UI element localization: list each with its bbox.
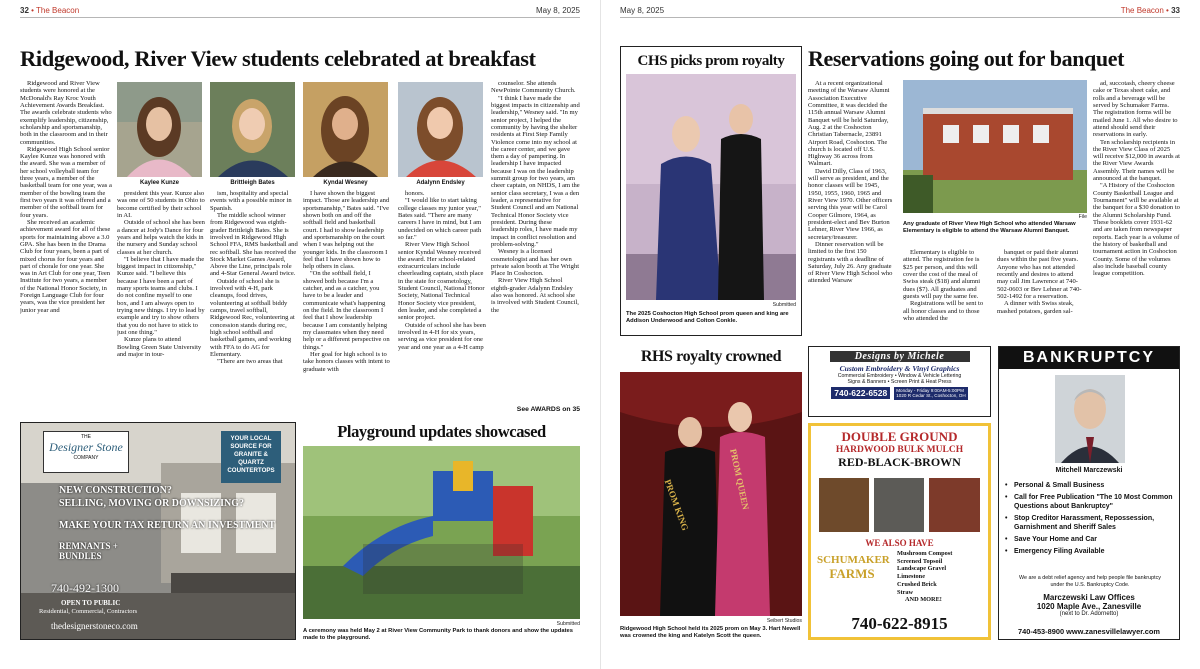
rhs-prom-caption: Ridgewood High School held its 2025 prom on May 3. Hart Newell was crowned the king and Katelyn Scott the queen.: [620, 626, 801, 639]
rhs-prom-credit: Seibert Studios: [766, 618, 802, 624]
playground-caption: A ceremony was held May 2 at River View Community Park to thank donors and show the updates made to the playground.: [303, 628, 573, 641]
portrait-name-4: Adalynn Endsley: [416, 180, 465, 186]
stone-phone[interactable]: 740-492-1300: [51, 581, 119, 595]
chs-prom-credit: Submitted: [772, 302, 796, 308]
stone-logo: THE Designer Stone COMPANY: [43, 431, 129, 473]
firm-phone[interactable]: 740-453-8900: [1018, 627, 1065, 636]
reservations-column-4: ad, succotash, cheery cheese cake or Texas sheet cake, and rolls and a beverage will be served by Schumaker Farms. The registration forms will be mailed June 1. All who desire to attend should send their reservations in early. Ten scholarship recipients in the River View Class of 2025 will receive $12,000 in awards at the River View Awards Assembly. Their names will be announced at the banquet. "A History of the Coshocton County Basketball League and Tournament" will be available at the banquet for a $30 donation to the Alumni Scholarship Fund. These booklets cover 1931-62 and are taken from newspaper reports. Each year is a volume of the history of basketball and tournament action in Coshocton County. Some of the volumes also include baseball county league competition.: [1093, 80, 1180, 278]
stone-line-2: SELLING, MOVING OR DOWNSIZING?: [59, 498, 245, 509]
stone-line-3: MAKE YOUR TAX RETURN AN INVESTMENT: [59, 520, 276, 531]
breakfast-column-2: president this year. Kunze also was one of 50 students in Ohio to become certified by their school in AI. Outside of school she has been a dancer at Jody's Dance for four years and helps watch the kids in the nursery and Sunday school classes at her church. "I believe that I have made the biggest impact in citizenship," Kunze said. "I believe this because I have been a part of many sports teams and clubs. I do not confine myself to one box, and I am always open to trying new things. I try to lead by example and try to show others that you do not have to stick to just one thing." Kunze plans to attend Bowling Green State University and major in tour-: [117, 190, 205, 358]
right-page-number: 33: [1171, 6, 1180, 15]
chs-prom-photo: [626, 74, 796, 300]
stone-line-4: REMNANTS + BUNDLES: [59, 541, 118, 561]
left-section-name: • The Beacon: [31, 6, 80, 15]
schumaker-logo: SCHUMAKER FARMS: [817, 554, 890, 581]
breakfast-column-4: I have shown the biggest impact. Those are leadership and sportsmanship," Bates said. "I've shown both on and off the softball field and basketball court. I had to show leadership and sportsmanship on the court when I was helping out the younger kids. In the classroom I feel that I have shown how to help others in class. "On the softball field, I showed both because I'm a catcher, and as a catcher, you have to be a leader and communicate what's happening on the field. In the classroom I feel that I show leadership because I am constantly helping my classmates when they need help or a different perspective on things." Her goal for high school is to take honors classes with intent to graduate with: [303, 190, 390, 373]
prom-king-sash: PROM KING: [662, 478, 691, 532]
left-page-number: 32: [20, 6, 29, 15]
reservations-photo: [903, 80, 1087, 213]
firm-next: (next to Dr. Adornetto): [1059, 611, 1119, 617]
designs-sub: Custom Embroidery & Vinyl Graphics: [839, 364, 960, 373]
designs-by-michele-ad[interactable]: [808, 346, 991, 417]
reservations-photo-caption: Any graduate of River View High School who attended Warsaw Elementary is eligible to attend the Warsaw Alumni Banquet.: [903, 221, 1076, 234]
mulch-line-2: HARDWOOD BULK MULCH: [835, 445, 964, 455]
right-section-name: The Beacon •: [1120, 6, 1169, 15]
left-folio: [20, 4, 580, 18]
designs-services-2: Signs & Banners • Screen Print & Heat Press: [847, 379, 952, 385]
breakfast-column-6: counselor. She attends NewPointe Community Church. "I think I have made the biggest impacts in citizenship and leadership," Wesney said. "In my senior project, I helped the community by having the shelter residents at First Step Family Violence come into my school at the career center, and we gave them a day of pampering. In leadership I have impacted because I was on the leadership summit group for two years, am cheer captain, on NHDS, I am the senior class secretary, I was a den leader, a representative for Student Council and am National Technical Honor Society vice president. During these leadership roles, I have made my impact in conflict resolution and problem-solving." Wesney is a licensed cosmetologist and has her own private salon booth at The Wright Place In Coshocton. River View High School eighth-grader Adalynn Endsley also was honored. At school she is involved with Student Council, the: [491, 80, 580, 314]
reservations-column-2: Elementary is eligible to attend. The registration fee is $25 per person, and this will cover the cost of the meal of Swiss steak ($18) and alumni dues ($7). All graduates and guests will pay the same fee. Registrations will be sent to all honor classes and to those who attended the: [903, 249, 984, 322]
breakfast-column-1: Ridgewood and River View students were honored at the McDonald's Ray Kroc Youth Achievement Awards Breakfast. The awards celebrate students who exemplify leadership, citizenship, scholarship and sportsmanship, both in the classroom and in their communities. Ridgewood High School senior Kaylee Kunze was honored with the award. She was a member of her school volleyball team for three years, a member of the basketball team for one year, was a member of the bowling team the first two years it was offered and a member of the softball team for four years. She received an academic achievement award for all of these sports for maintaining above a 3.0 GPA. She has been in the Drama Club for four years, been a part of mixed chorus for four years and part of chorale for one year. She was in Art Club for one year, Teen Institute for two years, a member of the National Honor Society, in Foreign Language Club for four years, was the vice president her junior year and: [20, 80, 112, 314]
designs-hours: Monday - Friday 9:00AM-5:00PM: [896, 388, 964, 393]
designs-logo: Designs by Michele: [830, 351, 970, 362]
bankruptcy-bullets: • Personal & Small Business • Call for Free Publication "The 10 Most Common Questions about Bankruptcy" • Stop Creditor Harassment, Repossession, Garnishment and Sheriff Sales • Save Your Home and Car • Emergency Filing Available: [1005, 482, 1173, 555]
portrait-name-1: Kaylee Kunze: [139, 180, 179, 186]
breakfast-column-5: honors. "I would like to start taking college classes my junior year," Bates said. "There are many careers I have in mind, but I am undecided on which career path so far." River View High School senior Kyndal Wesney received the award. Her school-related extracurriculars include cheerleading captain, sixth place in the state for cosmetology, Student Council, National Honor Society, National Technical Honor Society vice president, den leader, and she completed a senior project. Outside of school she has been involved in 4-H for six years, serving as vice president for one year and one year as a 4-H camp: [398, 190, 486, 351]
rhs-prom-photo: [620, 372, 802, 616]
mulch-line-3: RED-BLACK-BROWN: [838, 455, 961, 469]
right-folio: [620, 4, 1180, 18]
mulch-items: Mushroom Compost Screened Topsoil Landscape Gravel Limestone Crushed Brick Straw AND MORE!: [897, 550, 953, 604]
portrait-adalynn-endsley: [398, 82, 483, 177]
mulch-also: WE ALSO HAVE: [865, 538, 934, 548]
schumaker-mulch-ad[interactable]: [808, 423, 991, 640]
left-folio-date: May 8, 2025: [535, 6, 580, 15]
designs-services-1: Commercial Embroidery • Window & Vehicle Lettering: [837, 373, 962, 379]
reservations-column-1: At a recent organizational meeting of the Warsaw Alumni Association Executive Committee, it was decided the 115th annual Warsaw Alumni Banquet will be held Saturday, Aug. 2 at the Coshocton Christian Tabernacle, 23891 Airport Road, Coshocton. The church is located off U.S. Highway 36 across from Walmart. David Dilly, Class of 1963, will serve as president, and the honor classes will be 1945, 1950, 1955, 1960, 1965 and River View 1970. Other officers serving this year will be Carol Cooper Gilmore, 1964, as president-elect and Bev Burton Lehner, River View 1966, as secretary/treasurer. Dinner reservation will be limited to the first 150 registrants with a deadline of Saturday, July 26. Any graduate of River View High School who attended Warsaw: [808, 80, 893, 285]
firm-name: Marczewski Law Offices: [1043, 593, 1135, 602]
reservations-column-3: banquet or paid their alumni dues within the past five years. Anyone who has not attended recently and desires to attend may call Jim Lawrence at 740-502-0603 or Bev Lehner at 740-502-1492 for a reservation. A dinner with Swiss steak, mashed potatoes, garden sal-: [997, 249, 1082, 315]
designs-address: 1020 R Cedar St., Coshocton, OH: [896, 393, 966, 399]
playground-credit: Submitted: [556, 621, 580, 627]
portrait-name-3: Kyndal Wesney: [323, 180, 368, 186]
breakfast-headline: Ridgewood, River View students celebrated at breakfast: [20, 46, 536, 71]
bankruptcy-note: We are a debt relief agency and help people file bankruptcy under the U.S. Bankruptcy Code.: [1019, 575, 1161, 588]
attorney-name: Mitchell Marczewski: [1055, 467, 1123, 474]
stone-line-1: NEW CONSTRUCTION?: [59, 485, 172, 496]
gutter-divider: [600, 0, 601, 669]
bankruptcy-title: BANKRUPTCY: [999, 347, 1179, 369]
right-folio-date: May 8, 2025: [620, 6, 665, 15]
jump-line[interactable]: See AWARDS on 35: [516, 406, 580, 413]
firm-contact: [999, 627, 1179, 636]
firm-web[interactable]: www.zanesvillelawyer.com: [1066, 627, 1160, 636]
attorney-photo: [1055, 375, 1125, 463]
portrait-brittleigh-bates: [210, 82, 295, 177]
bankruptcy-ad[interactable]: [998, 346, 1180, 640]
designer-stone-ad[interactable]: [20, 422, 296, 640]
firm-block: [999, 593, 1179, 617]
rhs-prom-headline: RHS royalty crowned: [640, 348, 782, 365]
firm-address: 1020 Maple Ave., Zanesville: [1036, 602, 1142, 611]
stone-badge: YOUR LOCAL SOURCE FOR GRANITE & QUARTZ COUNTERTOPS: [221, 431, 281, 483]
stone-open: OPEN TO PUBLIC: [61, 599, 121, 607]
portrait-kyndal-wesney: [303, 82, 388, 177]
breakfast-column-3: ism, hospitality and special events with a possible minor in Spanish. The middle school winner from Ridgewood was eighth-grader Brittleigh Bates. She is involved in Ridgewood High School FFA, RMS basketball and rec softball. She has received the Stock Market Games Award, Above the Line, principals role and 4-Star General Award twice. Outside of school she is involved with 4-H, park cleanups, food drives, volunteering at softball biddy camps, travel softball, Ridgewood Rec, volunteering at concession stands during rec, high school softball and basketball games, and working with FFA to do AG for Elementary. "There are two areas that: [210, 190, 298, 366]
playground-photo: [303, 446, 580, 619]
mulch-phone[interactable]: 740-622-8915: [851, 614, 948, 633]
portrait-name-2: Brittleigh Bates: [230, 180, 275, 186]
reservations-headline: Reservations going out for banquet: [808, 46, 1125, 71]
designs-phone[interactable]: 740-622-6528: [831, 387, 890, 399]
chs-prom-headline: CHS picks prom royalty: [637, 53, 785, 69]
stone-open-2: Residential, Commercial, Contractors: [39, 608, 138, 615]
chs-prom-caption: The 2025 Coshocton High School prom queen and king are Addison Underwood and Colton Conkle.: [626, 311, 789, 324]
stone-web[interactable]: thedesignerstoneco.com: [51, 621, 138, 631]
portrait-kaylee-kunze: [117, 82, 202, 177]
playground-headline: Playground updates showcased: [337, 422, 546, 441]
reservations-photo-credit: File: [1078, 214, 1087, 220]
mulch-title: DOUBLE GROUND: [841, 429, 958, 444]
prom-queen-sash: PROM QUEEN: [728, 448, 751, 511]
